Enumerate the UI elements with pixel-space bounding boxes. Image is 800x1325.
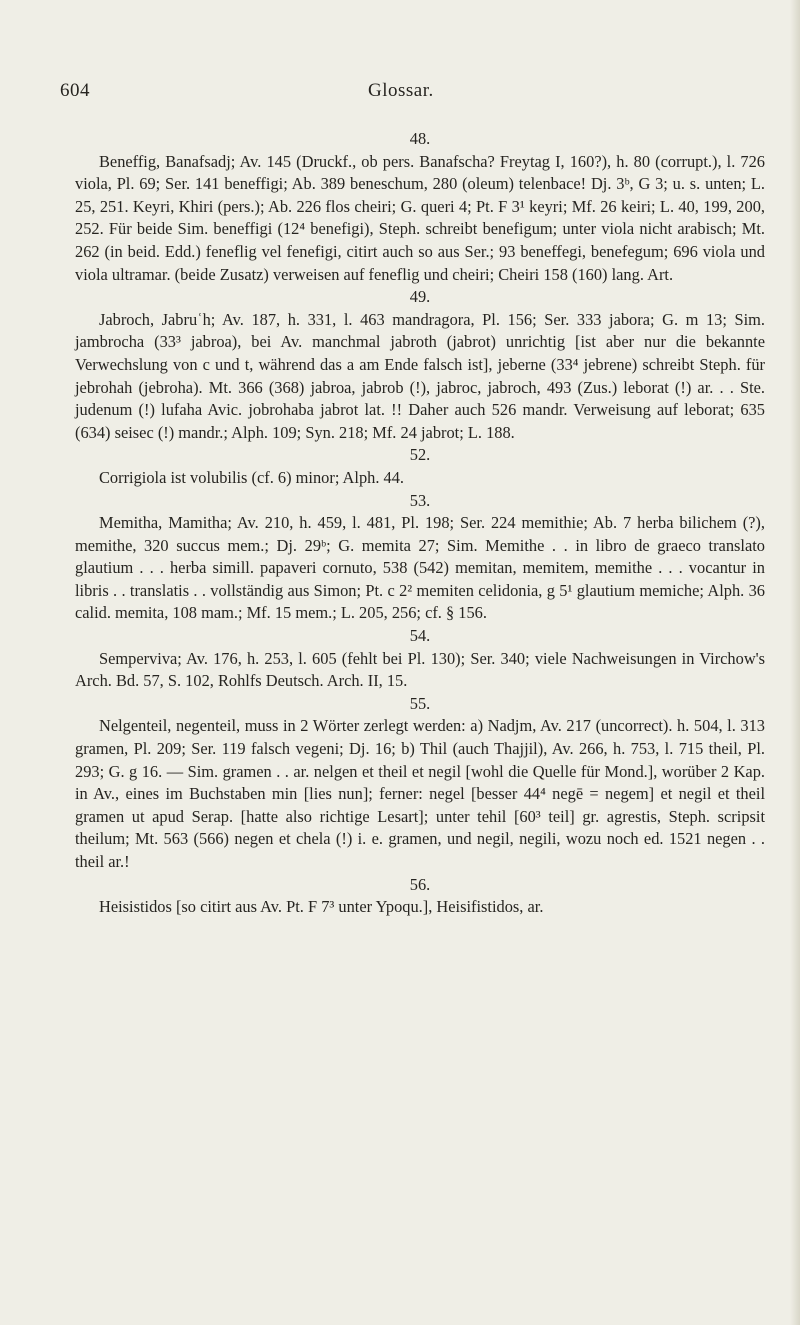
entry-number: 55. bbox=[409, 693, 431, 713]
glossary-entry: Beneffig, Banafsadj; Av. 145 (Druckf., ob pers. Banafscha? Freytag I, 160?), h. 80 (corrupt.), l. 726 viola, Pl. 69; Ser. 141 beneffigi; Ab. 389 beneschum, 280 (oleum) telenbace! Dj. 3ᵇ, G 3; u. s. unten; L. 25, 251. Keyri, Khiri (pers.); Ab. 226 flos cheiri; G. queri 4; Pt. F 3¹ keyri; Mf. 26 keiri; L. 40, 199, 200, 252. Für beide Sim. beneffigi (12⁴ benefigi), Steph. schreibt benefigum; unter viola nicht arabisch; Mt. 262 (in beid. Edd.) feneflig vel fenefigi, citirt auch so aus Ser.; 93 beneffegi, benefegum; 696 viola und viola ultramar. (beide Zusatz) verweisen auf feneflig und cheiri; Cheiri 158 (160) lang. Art. bbox=[75, 151, 765, 284]
glossary-entry: Heisistidos [so citirt aus Av. Pt. F 7³ unter Ypoqu.], Heisifistidos, ar. bbox=[99, 897, 544, 917]
entry-number: 52. bbox=[409, 445, 431, 465]
glossary-entry: Jabroch, Jabruʿh; Av. 187, h. 331, l. 463 mandragora, Pl. 156; Ser. 333 jabora; G. m 13; Sim. jambrocha (33³ jabroa), bei Av. manchmal jabroth (jabrot) unrichtig [ist aber nur die bekannte Verwechslung von c und t, während das a am Ende falsch ist], jeberne (33⁴ jebrene) schreibt Steph. für jebrohah (jebroha). Mt. 366 (368) jabroa, jabrob (!), jabroc, jabroch, 493 (Zus.) leborat (!) ar. . . Ste. judenum (!) lufaha Avic. jobrohaba jabrot lat. !! Daher auch 526 mandr. Verweisung auf leborat; 635 (634) seisec (!) mandr.; Alph. 109; Syn. 218; Mf. 24 jabrot; L. 188. bbox=[75, 309, 765, 442]
entry-number: 56. bbox=[409, 874, 431, 894]
page-edge-shadow bbox=[790, 0, 800, 1325]
glossary-entry: Nelgenteil, negenteil, muss in 2 Wörter zerlegt werden: a) Nadjm, Av. 217 (uncorrect). h. 504, l. 313 gramen, Pl. 209; Ser. 119 falsch vegeni; Dj. 16; b) Thil (auch Thajjil), Av. 266, h. 753, l. 715 theil, Pl. 293; G. g 16. — Sim. gramen . . ar. nelgen et theil et negil [wohl die Quelle für Mond.], worüber 2 Kap. in Av., eines im Buchstaben min [lies nun]; ferner: negel [besser 44⁴ negē = negem] et negil et theil gramen ut apud Serap. [hatte also richtige Lesart]; unter tehil [60³ teil] gr. agrestis, Steph. scripsit theilum; Mt. 563 (566) negen et chela (!) i. e. gramen, und negil, negili, wozu noch ed. 1521 negen . . theil ar.! bbox=[75, 716, 765, 871]
page-header bbox=[0, 80, 800, 104]
page-number: 604 bbox=[60, 80, 90, 101]
glossary-entry: Semperviva; Av. 176, h. 253, l. 605 (fehlt bei Pl. 130); Ser. 340; viele Nachweisungen in Virchow's Arch. Bd. 57, S. 102, Rohlfs Deutsch. Arch. II, 15. bbox=[75, 648, 765, 691]
glossary-body bbox=[75, 128, 765, 919]
entry-number: 48. bbox=[409, 129, 431, 148]
entry-number: 53. bbox=[409, 490, 431, 510]
entry-number: 54. bbox=[409, 626, 431, 646]
entry-number: 49. bbox=[409, 287, 431, 307]
glossary-entry: Memitha, Mamitha; Av. 210, h. 459, l. 481, Pl. 198; Ser. 224 memithie; Ab. 7 herba bilichem (?), memithe, 320 succus mem.; Dj. 29ᵇ; G. memita 27; Sim. Memithe . . in libro de graeco translato glautium . . . herba simill. papaveri cornuto, 538 (542) memitan, memitem, memithe . . . vocantur in libris . . translatis . . vollständig aus Simon; Pt. c 2² memiten celidonia, g 5¹ glautium memiche; Alph. 36 calid. memita, 108 mam.; Mf. 15 mem.; L. 205, 256; cf. § 156. bbox=[75, 513, 765, 623]
glossary-entry: Corrigiola ist volubilis (cf. 6) minor; Alph. 44. bbox=[99, 467, 405, 487]
running-title: Glossar. bbox=[368, 80, 434, 101]
